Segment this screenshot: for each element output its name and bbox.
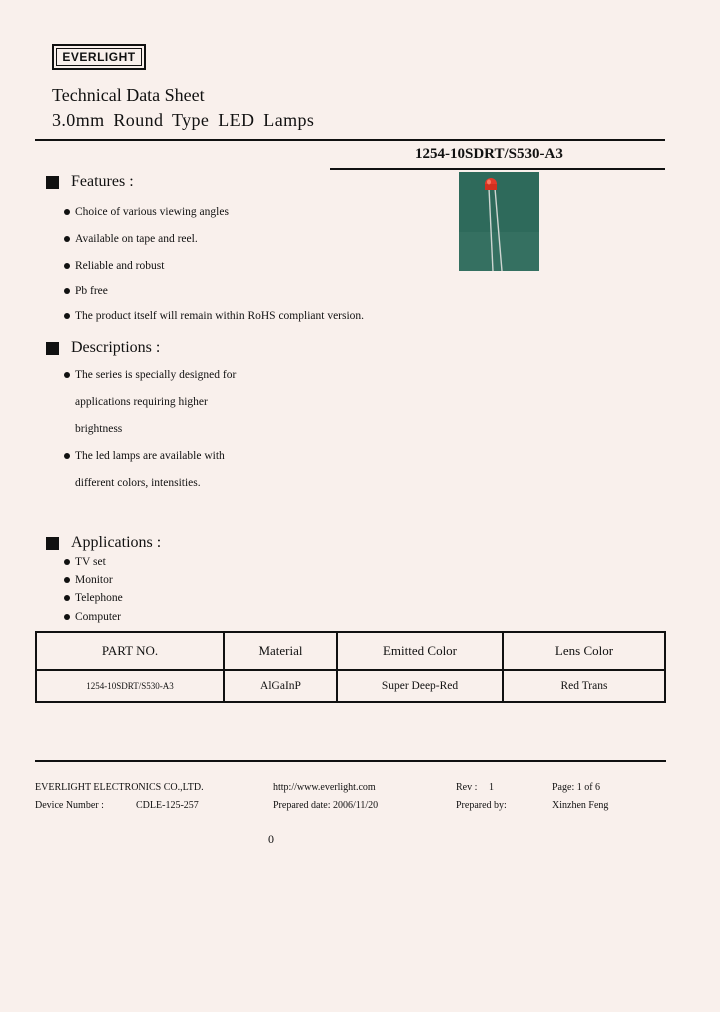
bullet-icon <box>64 577 70 583</box>
application-text: Computer <box>75 611 121 623</box>
prepared-by-label: Prepared by: <box>456 800 507 811</box>
header-divider <box>35 139 665 141</box>
document-title: Technical Data Sheet <box>52 85 205 105</box>
table-cell: AlGaInP <box>224 670 337 702</box>
list-item <box>64 574 113 586</box>
description-text: different colors, intensities. <box>75 477 201 489</box>
logo-text: EVERLIGHT <box>56 48 142 66</box>
bullet-icon <box>64 372 70 378</box>
table-cell: Red Trans <box>503 670 665 702</box>
list-item <box>64 450 225 462</box>
parts-table <box>35 631 666 703</box>
list-item <box>64 556 106 568</box>
page-index: 0 <box>268 832 274 846</box>
list-item <box>64 592 123 604</box>
column-header: Emitted Color <box>337 632 503 670</box>
prepared-date: Prepared date: 2006/11/20 <box>273 800 379 811</box>
list-item <box>64 611 121 623</box>
feature-text: Choice of various viewing angles <box>75 206 229 218</box>
prepared-by-value: Xinzhen Feng <box>552 800 609 811</box>
application-text: Monitor <box>75 574 113 586</box>
table-cell: 1254-10SDRT/S530-A3 <box>36 670 224 702</box>
column-header: PART NO. <box>36 632 224 670</box>
descriptions-heading-label: Descriptions : <box>71 339 161 356</box>
list-item <box>64 233 198 245</box>
everlight-logo <box>52 44 146 70</box>
application-text: TV set <box>75 556 106 568</box>
list-item <box>64 285 108 297</box>
document-subtitle: 3.0mm Round Type LED Lamps <box>52 110 315 130</box>
feature-text: Pb free <box>75 285 108 297</box>
bullet-icon <box>64 453 70 459</box>
part-number-title: 1254-10SDRT/S530-A3 <box>415 146 563 162</box>
column-header: Lens Color <box>503 632 665 670</box>
table-row <box>36 670 665 702</box>
website-link[interactable]: http://www.everlight.com <box>273 782 376 793</box>
bullet-icon <box>64 209 70 215</box>
list-item <box>64 369 236 381</box>
company-name: EVERLIGHT ELECTRONICS CO.,LTD. <box>35 782 204 793</box>
device-number-value: CDLE-125-257 <box>136 800 199 811</box>
bullet-icon <box>64 288 70 294</box>
list-item <box>64 260 164 272</box>
table-cell: Super Deep-Red <box>337 670 503 702</box>
revision-value: 1 <box>489 782 494 793</box>
part-number-divider <box>330 168 665 170</box>
bullet-icon <box>64 313 70 319</box>
description-text: The led lamps are available with <box>75 450 225 462</box>
led-product-photo <box>459 172 539 271</box>
description-text: The series is specially designed for <box>75 369 237 381</box>
page-label: Page: 1 of 6 <box>552 782 601 793</box>
table-header-row <box>36 632 665 670</box>
column-header: Material <box>224 632 337 670</box>
bullet-icon <box>64 236 70 242</box>
list-item <box>64 310 364 322</box>
bullet-icon <box>64 614 70 620</box>
features-heading-label: Features : <box>71 173 134 190</box>
footer-divider <box>35 760 666 762</box>
application-text: Telephone <box>75 592 123 604</box>
description-text: brightness <box>75 423 123 435</box>
applications-heading <box>46 534 161 552</box>
feature-text: Available on tape and reel. <box>75 233 198 245</box>
bullet-icon <box>64 559 70 565</box>
feature-text: Reliable and robust <box>75 260 165 272</box>
descriptions-heading <box>46 339 160 357</box>
square-bullet-icon <box>46 342 59 355</box>
device-number-label: Device Number : <box>35 800 104 811</box>
square-bullet-icon <box>46 537 59 550</box>
led-lamp-image <box>459 172 539 271</box>
bullet-icon <box>64 263 70 269</box>
revision-label: Rev : <box>456 782 478 793</box>
feature-text: The product itself will remain within RoHS compliant version. <box>75 310 365 322</box>
list-item <box>64 206 229 218</box>
square-bullet-icon <box>46 176 59 189</box>
description-text: applications requiring higher <box>75 396 208 408</box>
bullet-icon <box>64 595 70 601</box>
applications-heading-label: Applications : <box>71 534 162 551</box>
features-heading <box>46 173 134 191</box>
